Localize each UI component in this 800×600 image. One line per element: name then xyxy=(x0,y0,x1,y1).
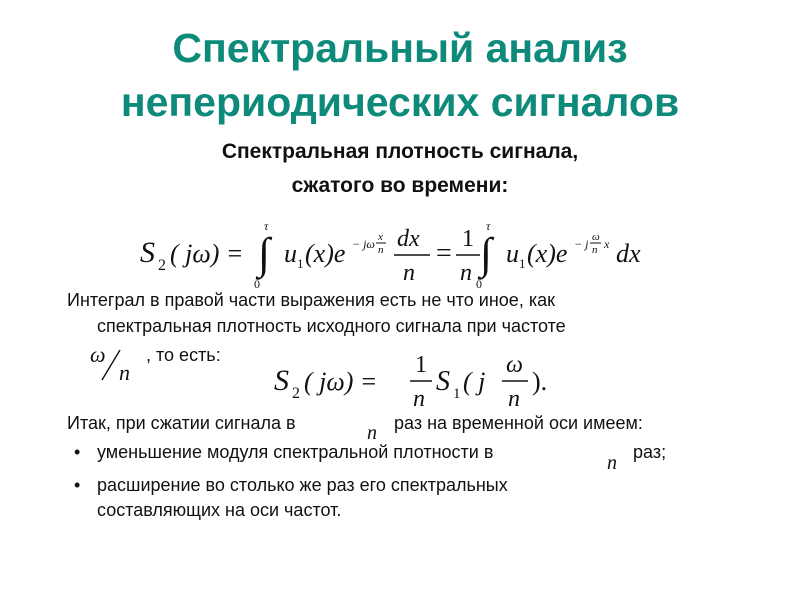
f2-close: ). xyxy=(532,367,548,396)
bullet-1-dot: • xyxy=(74,442,81,462)
bullet-2-line-2: составляющих на оси частот. xyxy=(97,500,342,520)
f2-args: ( jω) = xyxy=(304,367,378,396)
f2-arg-open: ( j xyxy=(463,367,486,396)
f1-n-den: n xyxy=(460,260,472,286)
f1-equals: = xyxy=(436,238,452,269)
omega-over-n-num: ω xyxy=(90,342,106,367)
f1-exp2-den: n xyxy=(592,244,598,256)
f2-S1: S xyxy=(436,366,450,397)
subtitle-line-2: сжатого во времени: xyxy=(291,174,509,197)
f2-omega-den: n xyxy=(508,386,520,412)
f1-tail-dx: dx xyxy=(616,239,641,268)
paragraph-1-line-3: , то есть: xyxy=(146,345,221,365)
f1-dx-num: dx xyxy=(397,226,420,252)
f2-S-sub: 2 xyxy=(292,385,300,402)
f1-exp2-num: ω xyxy=(592,231,600,243)
f2-omega: ω xyxy=(506,352,523,378)
f2-n: n xyxy=(413,386,425,412)
f1-upper-limit: τ xyxy=(264,219,269,233)
paragraph-2-n: n xyxy=(367,422,377,444)
f1-u-sub: 1 xyxy=(297,256,304,271)
formula-spectral-density-integral xyxy=(140,212,660,292)
bullet-1-text-start: уменьшение модуля спектральной плотности в xyxy=(97,442,494,462)
f2-S: S xyxy=(274,364,289,397)
f1-exp2: − j xyxy=(574,237,589,251)
f1-exp1-den: n xyxy=(378,244,384,256)
bullet-1-text-end: раз; xyxy=(633,442,667,462)
paragraph-2-start: Итак, при сжатии сигнала в xyxy=(67,413,296,433)
omega-over-n-den: n xyxy=(119,360,130,384)
f2-S1-sub: 1 xyxy=(453,386,461,402)
paragraph-1-line-1: Интеграл в правой части выражения есть не что иное, как xyxy=(67,290,555,310)
f1-x-e: (x)e xyxy=(305,239,346,268)
f1-upper-limit-2: τ xyxy=(486,219,491,233)
formula-scaled-spectrum xyxy=(270,348,570,420)
f1-integral-sign: ∫ xyxy=(258,229,271,278)
title-line-2: непериодических сигналов xyxy=(120,79,680,125)
f1-u2-sub: 1 xyxy=(519,256,526,271)
f1-lower-limit-2: 0 xyxy=(476,277,482,291)
f1-u: u xyxy=(284,239,297,268)
title-line-1: Спектральный анализ xyxy=(172,25,628,71)
f1-S: S xyxy=(140,236,155,269)
f1-lower-limit: 0 xyxy=(254,277,260,291)
f1-one: 1 xyxy=(462,226,474,252)
f1-exp2-x: x xyxy=(604,237,610,251)
paragraph-2-end: раз на временной оси имеем: xyxy=(394,413,643,433)
omega-over-n-fraction xyxy=(86,342,146,384)
f1-exp1-num: x xyxy=(378,231,383,243)
bullet-2-line-1: расширение во столько же раз его спектральных xyxy=(97,475,508,495)
bullet-2-dot: • xyxy=(74,475,81,495)
subtitle-line-1: Спектральная плотность сигнала, xyxy=(221,140,579,163)
f1-x-e-2: (x)e xyxy=(527,239,568,268)
f1-exp1: − jω xyxy=(352,237,375,251)
f2-one: 1 xyxy=(415,352,427,378)
paragraph-1-line-2: спектральная плотность исходного сигнала при частоте xyxy=(97,316,566,336)
f1-args: ( jω) = xyxy=(170,239,244,268)
f1-integral-sign-2: ∫ xyxy=(480,229,493,278)
bullet-1-n: n xyxy=(607,452,617,474)
f1-S-sub: 2 xyxy=(158,257,166,274)
f1-u2: u xyxy=(506,239,519,268)
f1-dx-den: n xyxy=(403,260,415,286)
